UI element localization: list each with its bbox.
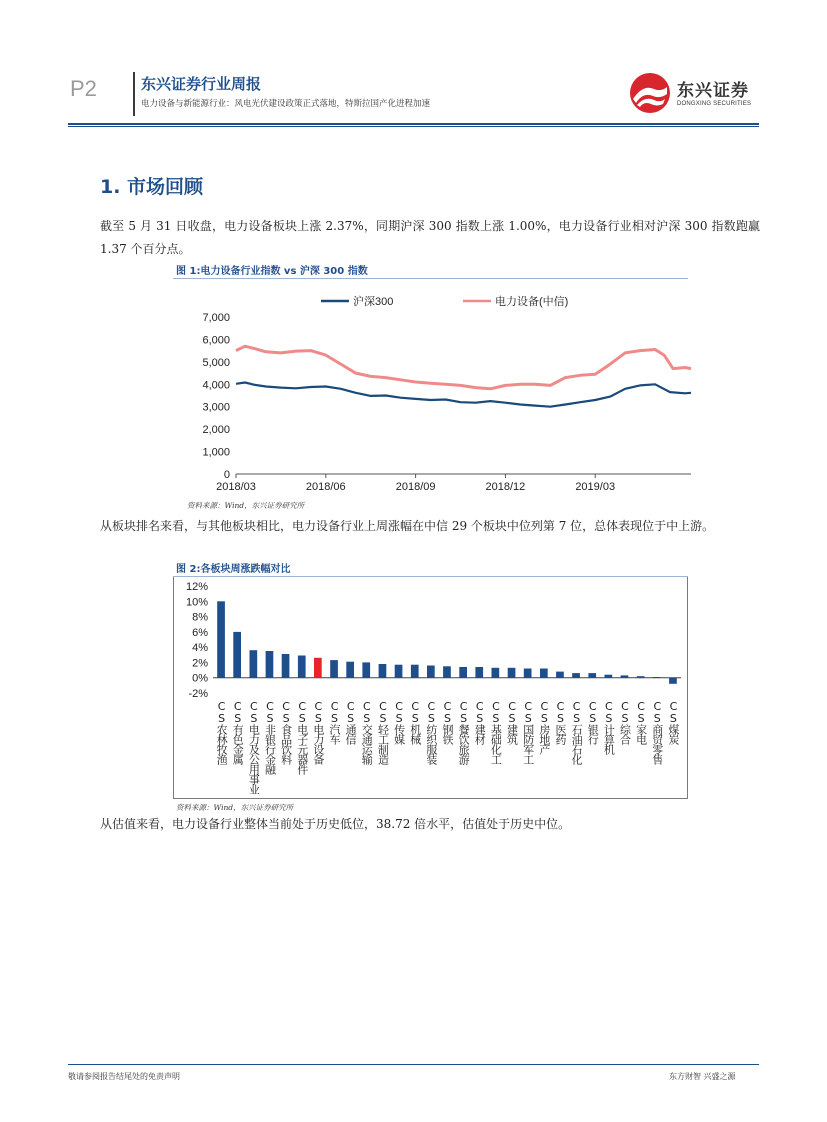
chart2-bar xyxy=(637,676,645,678)
chart2-category-label: CS通信 xyxy=(344,700,358,744)
chart2-bar xyxy=(346,662,354,678)
chart1-y-tick-label: 0 xyxy=(223,469,230,481)
chart2-bar xyxy=(298,656,306,678)
chart2-category-label: CS基础化工 xyxy=(489,700,503,764)
chart2-category-label: CS汽车 xyxy=(328,700,342,744)
chart2-category-label: CS银行 xyxy=(586,700,600,744)
line-chart-index xyxy=(173,282,693,498)
chart2-bar xyxy=(217,601,225,677)
chart1-y-tick-label: 5,000 xyxy=(202,356,230,369)
chart2-category-label: CS电子元器件 xyxy=(295,700,309,774)
chart2-category-label: CS钢铁 xyxy=(441,700,454,744)
chart2-y-tick-label: 4% xyxy=(192,642,208,655)
chart2-category-label: CS传媒 xyxy=(392,700,406,744)
logo-text-en: DONGXING SECURITIES xyxy=(677,101,752,107)
chart2-bar xyxy=(282,654,290,678)
chart2-category-label: CS家电 xyxy=(634,700,648,744)
chart2-category-label: CS机械 xyxy=(408,700,422,744)
logo-mark-icon xyxy=(629,72,671,114)
chart1-series-line-1 xyxy=(236,346,691,389)
chart1-y-tick-label: 3,000 xyxy=(202,401,230,414)
chart2-bar xyxy=(508,668,516,678)
chart2-bar xyxy=(459,667,467,678)
chart1-y-tick-label: 1,000 xyxy=(202,446,230,459)
chart2-bar xyxy=(233,632,241,678)
chart2-category-label: CS石油石化 xyxy=(570,700,584,764)
chart2-category-label: CS医药 xyxy=(553,700,567,744)
report-subtitle: 电力设备与新能源行业：风电光伏建设政策正式落地，特斯拉国产化进程加速 xyxy=(141,99,431,109)
chart2-y-tick-label: 8% xyxy=(192,611,208,624)
chart1-legend-label-0: 沪深300 xyxy=(353,296,394,308)
chart2-category-label: CS综合 xyxy=(618,700,632,744)
chart2-bar xyxy=(411,665,419,678)
chart2-bar xyxy=(395,665,403,678)
logo-text-cn: 东兴证券 xyxy=(677,81,749,101)
chart2-category-label: CS纺织服装 xyxy=(424,700,438,764)
chart2-bar xyxy=(427,666,435,678)
chart2-category-label: CS交通运输 xyxy=(360,700,374,764)
header-rule-thin xyxy=(68,126,759,127)
figure2-source: 资料来源：Wind，东兴证券研究所 xyxy=(176,803,294,812)
chart2-category-label: CS建材 xyxy=(473,700,487,744)
chart2-y-tick-label: 10% xyxy=(185,596,208,609)
header-divider xyxy=(133,72,135,116)
chart2-bar xyxy=(250,650,258,678)
chart2-bar xyxy=(588,673,596,678)
chart2-bar xyxy=(572,673,580,678)
chart2-bars xyxy=(217,601,677,684)
footer-rule xyxy=(68,1064,759,1065)
chart1-legend xyxy=(321,294,568,308)
chart2-bar xyxy=(379,664,387,678)
chart2-category-label: CS餐饮旅游 xyxy=(457,700,471,764)
chart2-category-label: CS食品饮料 xyxy=(279,700,293,764)
chart2-category-label: CS非银行金融 xyxy=(263,700,277,774)
company-logo xyxy=(629,70,759,116)
chart2-category-label: CS国防军工 xyxy=(521,700,535,764)
chart2-category-label: CS农林牧渔 xyxy=(215,700,229,764)
bar-chart-sectors xyxy=(173,578,685,698)
chart2-category-label: CS房地产 xyxy=(537,700,551,754)
chart1-y-tick-label: 6,000 xyxy=(202,334,230,347)
header-rule xyxy=(68,123,759,125)
chart2-category-label: CS商贸零售 xyxy=(650,700,664,764)
chart1-series xyxy=(236,346,691,407)
chart2-y-tick-label: 2% xyxy=(192,657,208,670)
chart2-bar xyxy=(556,672,564,678)
chart2-y-tick-label: -2% xyxy=(188,688,208,698)
chart2-category-label: CS计算机 xyxy=(602,700,616,754)
chart2-bar xyxy=(540,669,548,678)
footer-slogan: 东方财智 兴盛之源 xyxy=(669,1072,736,1081)
paragraph-valuation: 从估值来看，电力设备行业整体当前处于历史低位，38.72 倍水平，估值处于历史中位。 xyxy=(100,817,571,831)
chart1-y-tick-label: 4,000 xyxy=(202,379,230,392)
chart1-x-tick-label: 2018/03 xyxy=(216,481,256,493)
chart2-y-tick-label: 0% xyxy=(192,672,208,685)
figure1-title: 图 1:电力设备行业指数 vs 沪深 300 指数 xyxy=(176,266,368,277)
chart2-category-label: CS煤炭 xyxy=(666,700,680,744)
chart2-category-labels xyxy=(173,700,685,796)
chart2-bar xyxy=(314,658,322,678)
chart2-bar xyxy=(362,662,370,677)
chart1-legend-label-1: 电力设备(中信) xyxy=(495,296,569,308)
chart2-bar xyxy=(266,651,274,678)
chart2-bar xyxy=(621,675,629,677)
section-heading: 1. 市场回顾 xyxy=(100,176,204,198)
chart2-category-label: CS电力设备 xyxy=(311,700,325,764)
chart1-y-tick-label: 7,000 xyxy=(202,312,230,324)
chart2-category-label: CS轻工制造 xyxy=(376,700,390,764)
page-number: P2 xyxy=(70,76,97,101)
chart2-bar xyxy=(443,666,451,678)
chart2-bar xyxy=(475,667,483,678)
chart1-x-tick-label: 2019/03 xyxy=(575,481,616,493)
chart2-category-label: CS建筑 xyxy=(505,700,519,744)
chart2-category-label: CS有色金属 xyxy=(231,700,245,764)
chart2-bar xyxy=(605,675,613,678)
chart2-bar xyxy=(330,660,338,678)
chart1-x-tick-label: 2018/12 xyxy=(485,481,526,493)
figure2-title: 图 2:各板块周涨跌幅对比 xyxy=(176,564,291,575)
chart2-category-label: CS电力及公用事业 xyxy=(247,700,261,794)
chart2-y-tick-label: 12% xyxy=(185,581,208,593)
chart1-x-tick-label: 2018/06 xyxy=(305,481,346,493)
footer-disclaimer: 敬请参阅报告结尾处的免责声明 xyxy=(68,1072,180,1081)
chart1-y-tick-label: 2,000 xyxy=(202,424,230,437)
paragraph-market-review: 截至 5 月 31 日收盘，电力设备板块上涨 2.37%，同期沪深 300 指数上涨 1.00%，电力设备行业相对沪深 300 指数跑赢 1.37 个百分点。 xyxy=(100,219,760,256)
chart2-bar xyxy=(669,678,677,684)
paragraph-sector-ranking: 从板块排名来看，与其他板块相比，电力设备行业上周涨幅在中信 29 个板块中位列第 7 位，总体表现位于中上游。 xyxy=(100,519,715,533)
chart1-axes xyxy=(202,312,691,493)
chart1-x-tick-label: 2018/09 xyxy=(395,481,436,493)
chart2-axes xyxy=(186,581,681,698)
chart2-bar xyxy=(524,669,532,678)
figure1-title-rule xyxy=(173,278,688,279)
chart2-bar xyxy=(492,668,500,678)
chart2-bar xyxy=(653,677,661,678)
chart2-y-tick-label: 6% xyxy=(192,626,208,639)
figure1-source: 资料来源：Wind，东兴证券研究所 xyxy=(187,501,305,510)
report-title: 东兴证券行业周报 xyxy=(141,75,262,93)
